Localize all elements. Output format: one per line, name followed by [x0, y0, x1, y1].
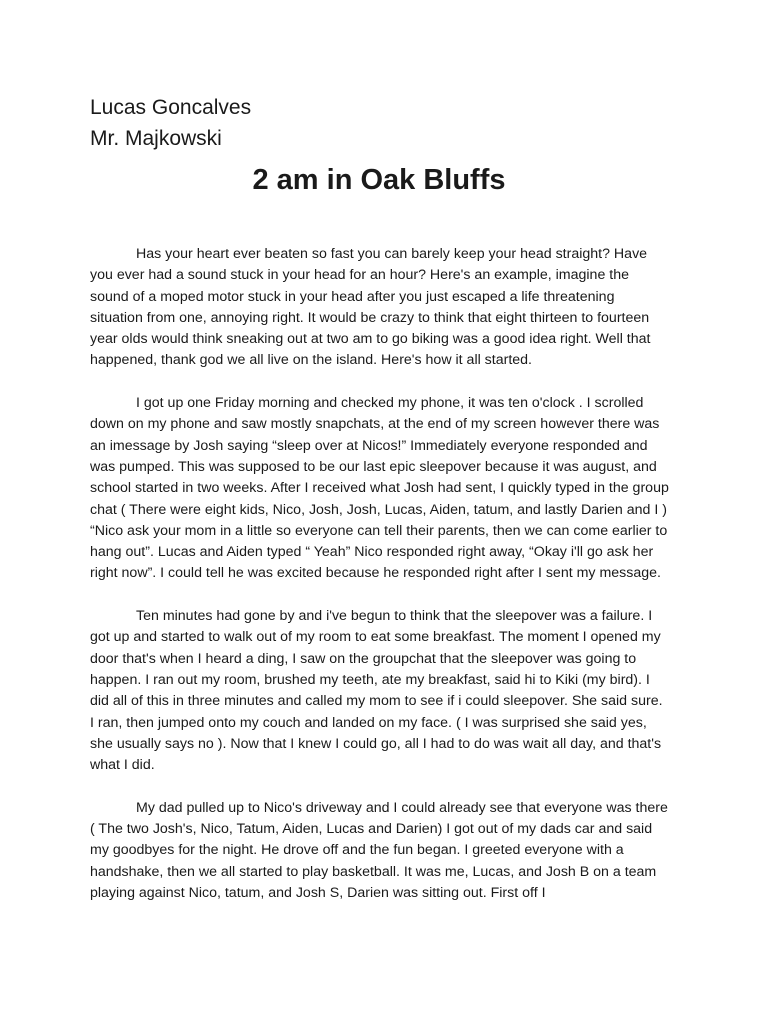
paragraph: I got up one Friday morning and checked my phone, it was ten o'clock . I scrolled down on my phone and saw mostly snapchats, at the end of my screen however there was an imessage by Josh saying “sleep over at Nicos!” Immediately everyone responded and was pumped. This was supposed to be our last epic sleepover because it was august, and school started in two weeks. After I received what Josh had sent, I quickly typed in the group chat ( There were eight kids, Nico, Josh, Josh, Lucas, Aiden, tatum, and lastly Darien and I ) “Nico ask your mom in a little so everyone can tell their parents, then we can come earlier to hang out”. Lucas and Aiden typed “ Yeah” Nico responded right away, “Okay i'll go ask her right now”. I could tell he was excited because he responded right after I sent my message.	[90, 395, 669, 582]
essay-title: 2 am in Oak Bluffs	[252, 164, 506, 196]
paragraph: Has your heart ever beaten so fast you can barely keep your head straight? Have you ever had a sound stuck in your head for an hour? Here's an example, imagine the sound of a moped motor stuck in your head after you just escaped a life threatening situation from one, annoying right. It would be crazy to think that eight thirteen to fourteen year olds would think sneaking out at two am to go biking was a good idea right. Well that happened, thank god we all live on the island. Here's how it all started.	[90, 246, 651, 369]
author-name: Lucas Goncalves	[90, 96, 252, 119]
paragraph: Ten minutes had gone by and i've begun to think that the sleepover was a failure. I got up and started to walk out of my room to eat some breakfast. The moment I opened my door that's when I heard a ding, I saw on the groupchat that the sleepover was going to happen. I ran out my room, brushed my teeth, ate my breakfast, said hi to Kiki (my bird). I did all of this in three minutes and called my mom to see if i could sleepover. She said sure. I ran, then jumped onto my couch and landed on my face. ( I was surprised she said yes, she usually says no ). Now that I knew I could go, all I had to do was wait all day, and that's what I did.	[90, 608, 663, 774]
paragraph: My dad pulled up to Nico's driveway and I could already see that everyone was there ( The two Josh's, Nico, Tatum, Aiden, Lucas and Darien) I got out of my dads car and said my goodbyes for the night. He drove off and the fun began. I greeted everyone with a handshake, then we all started to play basketball. It was me, Lucas, and Josh B on a team playing against Nico, tatum, and Josh S, Darien was sitting out. First off I	[90, 799, 668, 901]
teacher-name: Mr. Majkowski	[90, 127, 222, 150]
essay-body	[90, 244, 669, 904]
